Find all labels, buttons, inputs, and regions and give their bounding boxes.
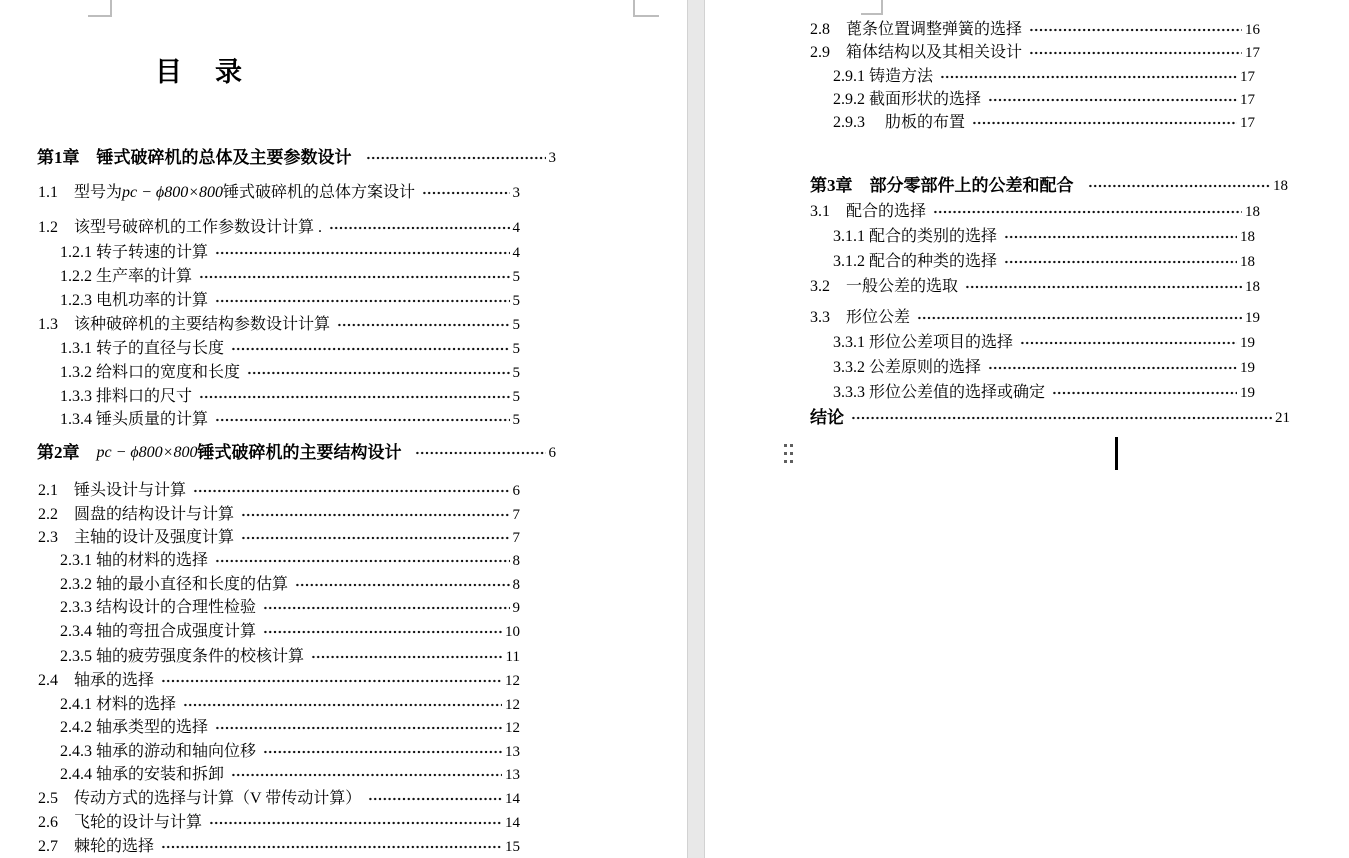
toc-row[interactable] <box>60 765 520 785</box>
toc-row[interactable] <box>38 315 520 335</box>
toc-page-number: 4 <box>512 245 520 261</box>
toc-row[interactable] <box>833 113 1255 133</box>
toc-page-number: 21 <box>1275 410 1290 426</box>
toc-label: 1.3.3 排料口的尺寸 <box>60 388 193 405</box>
toc-page-number: 17 <box>1245 45 1260 61</box>
dot-leader <box>247 363 509 383</box>
toc-page-number: 19 <box>1240 385 1255 401</box>
toc-page-number: 17 <box>1240 92 1255 108</box>
toc-label-math: pc − ϕ800×800 <box>96 444 198 461</box>
toc-row[interactable] <box>60 622 520 642</box>
toc-label-math: pc − ϕ800×800 <box>122 184 223 201</box>
toc-page-number: 9 <box>512 600 520 616</box>
toc-label: 2.8 蓖条位置调整弹簧的选择 <box>810 21 1023 38</box>
dot-leader <box>311 647 503 667</box>
toc-label: 2.7 棘轮的选择 <box>38 838 155 855</box>
toc-page-number: 17 <box>1240 115 1255 131</box>
toc-row[interactable] <box>60 742 520 762</box>
dot-leader <box>988 358 1237 378</box>
toc-page-number: 6 <box>548 445 556 461</box>
toc-row[interactable] <box>60 695 520 715</box>
toc-page-number: 18 <box>1273 178 1288 194</box>
toc-label: 2.1 锤头设计与计算 <box>38 482 187 499</box>
dot-leader <box>209 813 502 833</box>
toc-page-number: 13 <box>505 744 520 760</box>
toc-row[interactable] <box>38 481 520 501</box>
dot-leader <box>972 113 1237 133</box>
dot-leader <box>241 505 509 525</box>
toc-label: 第3章 部分零部件上的公差和配合 <box>810 176 1074 195</box>
toc-row[interactable] <box>60 718 520 738</box>
toc-page-number: 8 <box>512 577 520 593</box>
toc-label: 2.3.3 结构设计的合理性检验 <box>60 599 257 616</box>
toc-label: 1.3 该种破碎机的主要结构参数设计计算 <box>38 316 331 333</box>
dot-leader <box>199 267 509 287</box>
dot-leader <box>940 67 1237 87</box>
toc-page-number: 12 <box>505 720 520 736</box>
toc-label: 2.3 主轴的设计及强度计算 <box>38 529 235 546</box>
toc-label: 1.3.4 锤头质量的计算 <box>60 411 209 428</box>
toc-page-number: 16 <box>1245 22 1260 38</box>
toc-label: 3.2 一般公差的选取 <box>810 278 959 295</box>
dot-leader <box>241 528 509 548</box>
toc-row[interactable] <box>38 528 520 548</box>
toc-label: 第2章 <box>37 443 97 462</box>
toc-row[interactable] <box>38 505 520 525</box>
dot-leader <box>231 765 502 785</box>
toc-label: 第1章 锤式破碎机的总体及主要参数设计 <box>37 148 352 167</box>
toc-row[interactable] <box>60 387 520 407</box>
toc-label: 3.1.2 配合的种类的选择 <box>833 253 998 270</box>
toc-page-number: 15 <box>505 839 520 855</box>
toc-page-number: 5 <box>512 365 520 381</box>
toc-page-number: 7 <box>512 507 520 523</box>
toc-row[interactable] <box>810 408 1290 428</box>
toc-row[interactable] <box>833 333 1255 353</box>
toc-label: 2.5 传动方式的选择与计算（V 带传动计算） <box>38 790 362 807</box>
toc-row[interactable] <box>60 363 520 383</box>
dot-leader <box>422 183 509 203</box>
toc-row[interactable] <box>810 308 1260 328</box>
toc-page-number: 5 <box>512 293 520 309</box>
toc-label: 2.4 轴承的选择 <box>38 672 155 689</box>
toc-label: 1.1 型号为 <box>38 184 123 201</box>
dot-leader <box>366 148 546 168</box>
toc-label: 1.3.1 转子的直径与长度 <box>60 340 225 357</box>
toc-row[interactable] <box>37 148 556 168</box>
toc-row[interactable] <box>60 291 520 311</box>
toc-label: 2.3.5 轴的疲劳强度条件的校核计算 <box>60 648 305 665</box>
toc-label: 3.3.2 公差原则的选择 <box>833 359 982 376</box>
toc-page-number: 5 <box>512 341 520 357</box>
toc-page-number: 18 <box>1240 229 1255 245</box>
toc-page-number: 19 <box>1240 335 1255 351</box>
toc-label: 2.4.1 材料的选择 <box>60 696 177 713</box>
toc-page-number: 12 <box>505 673 520 689</box>
toc-page-number: 6 <box>512 483 520 499</box>
toc-row[interactable] <box>60 339 520 359</box>
toc-page-number: 5 <box>512 412 520 428</box>
toc-row[interactable] <box>810 202 1260 222</box>
toc-row[interactable] <box>60 410 520 430</box>
toc-row[interactable] <box>60 647 520 667</box>
toc-page-number: 14 <box>505 791 520 807</box>
dot-leader <box>1088 176 1271 196</box>
toc-label: 2.9.1 铸造方法 <box>833 68 934 85</box>
dot-leader <box>329 218 509 238</box>
dot-leader <box>161 671 502 691</box>
toc-label: 1.3.2 给料口的宽度和长度 <box>60 364 241 381</box>
dot-leader <box>263 598 509 618</box>
dot-leader <box>199 387 509 407</box>
dot-leader <box>1004 252 1237 272</box>
dot-leader <box>337 315 509 335</box>
toc-page-number: 17 <box>1240 69 1255 85</box>
toc-label: 锤式破碎机的主要结构设计 <box>197 443 402 462</box>
toc-row[interactable] <box>60 267 520 287</box>
toc-label: 3.1.1 配合的类别的选择 <box>833 228 998 245</box>
toc-label: 2.3.1 轴的材料的选择 <box>60 552 209 569</box>
toc-label: 1.2.2 生产率的计算 <box>60 268 193 285</box>
dot-leader <box>988 90 1237 110</box>
dot-leader <box>215 243 509 263</box>
toc-row[interactable] <box>60 551 520 571</box>
dot-leader <box>965 277 1242 297</box>
dot-leader <box>263 622 502 642</box>
toc-label: 2.6 飞轮的设计与计算 <box>38 814 203 831</box>
dot-leader <box>295 575 509 595</box>
toc-label: 2.3.4 轴的弯扭合成强度计算 <box>60 623 257 640</box>
toc-row[interactable] <box>60 243 520 263</box>
toc-row[interactable] <box>38 837 520 857</box>
toc-row[interactable] <box>810 277 1260 297</box>
toc-page-number: 18 <box>1245 279 1260 295</box>
toc-label: 1.2.1 转子转速的计算 <box>60 244 209 261</box>
toc-row[interactable] <box>833 252 1255 272</box>
toc-label: 3.3.3 形位公差值的选择或确定 <box>833 384 1046 401</box>
toc-title[interactable]: 目 录 <box>155 57 245 87</box>
dot-leader <box>193 481 509 501</box>
dot-leader <box>1029 43 1242 63</box>
toc-page-number: 18 <box>1240 254 1255 270</box>
page-gutter <box>687 0 705 858</box>
toc-label: 结论 <box>810 408 844 427</box>
dot-leader <box>1004 227 1237 247</box>
toc-row[interactable] <box>833 227 1255 247</box>
dot-leader <box>263 742 502 762</box>
text-boundary-mark <box>633 0 635 16</box>
toc-row[interactable] <box>810 176 1288 196</box>
dot-leader <box>215 551 509 571</box>
toc-row[interactable] <box>810 20 1260 40</box>
toc-page-number: 5 <box>512 317 520 333</box>
toc-page-number: 4 <box>512 220 520 236</box>
toc-row[interactable] <box>37 443 556 463</box>
text-cursor <box>1115 437 1118 470</box>
dot-leader <box>215 718 502 738</box>
toc-label: 3.3.1 形位公差项目的选择 <box>833 334 1014 351</box>
dot-leader <box>1052 383 1237 403</box>
document-page-right[interactable] <box>705 0 1349 858</box>
toc-label: 2.2 圆盘的结构设计与计算 <box>38 506 235 523</box>
toc-label: 3.1 配合的选择 <box>810 203 927 220</box>
dot-leader <box>215 291 509 311</box>
dot-leader <box>917 308 1242 328</box>
six-dots-mark <box>784 444 793 463</box>
toc-row[interactable] <box>38 789 520 809</box>
toc-label: 2.4.2 轴承类型的选择 <box>60 719 209 736</box>
toc-page-number: 19 <box>1245 310 1260 326</box>
toc-label: 2.9.3 肋板的布置 <box>833 114 966 131</box>
dot-leader <box>1020 333 1237 353</box>
toc-label: 2.3.2 轴的最小直径和长度的估算 <box>60 576 289 593</box>
toc-label: 2.4.4 轴承的安装和拆卸 <box>60 766 225 783</box>
toc-row[interactable] <box>833 358 1255 378</box>
dot-leader <box>1029 20 1242 40</box>
toc-row[interactable] <box>38 671 520 691</box>
toc-page-number: 10 <box>505 624 520 640</box>
toc-page-number: 3 <box>512 185 520 201</box>
text-boundary-mark <box>88 15 112 17</box>
toc-row[interactable] <box>60 598 520 618</box>
toc-page-number: 7 <box>512 530 520 546</box>
toc-row[interactable] <box>833 90 1255 110</box>
toc-row[interactable] <box>810 43 1260 63</box>
dot-leader <box>368 789 502 809</box>
text-boundary-mark <box>110 0 112 16</box>
toc-row[interactable] <box>38 183 520 203</box>
toc-row[interactable] <box>38 218 520 238</box>
toc-label: 1.2.3 电机功率的计算 <box>60 292 209 309</box>
toc-row[interactable] <box>833 383 1255 403</box>
dot-leader <box>415 443 545 463</box>
text-boundary-mark <box>861 13 883 15</box>
dot-leader <box>851 408 1272 428</box>
toc-page-number: 12 <box>505 697 520 713</box>
dot-leader <box>231 339 509 359</box>
toc-page-number: 14 <box>505 815 520 831</box>
toc-page-number: 5 <box>512 269 520 285</box>
toc-label: 2.9 箱体结构以及其相关设计 <box>810 44 1023 61</box>
toc-page-number: 13 <box>505 767 520 783</box>
toc-row[interactable] <box>833 67 1255 87</box>
toc-page-number: 18 <box>1245 204 1260 220</box>
text-boundary-mark <box>633 15 659 17</box>
toc-label: 2.4.3 轴承的游动和轴向位移 <box>60 743 257 760</box>
toc-label: 锤式破碎机的总体方案设计 <box>223 184 416 201</box>
toc-page-number: 8 <box>512 553 520 569</box>
toc-row[interactable] <box>38 813 520 833</box>
text-boundary-mark <box>881 0 883 14</box>
toc-label: 2.9.2 截面形状的选择 <box>833 91 982 108</box>
toc-page-number: 19 <box>1240 360 1255 376</box>
toc-page-number: 5 <box>512 389 520 405</box>
dot-leader <box>933 202 1242 222</box>
dot-leader <box>215 410 509 430</box>
toc-label: 1.2 该型号破碎机的工作参数设计计算 . <box>38 219 323 236</box>
toc-label: 3.3 形位公差 <box>810 309 911 326</box>
toc-page-number: 3 <box>548 150 556 166</box>
dot-leader <box>183 695 502 715</box>
toc-page-number: 11 <box>505 649 520 665</box>
toc-row[interactable] <box>60 575 520 595</box>
dot-leader <box>161 837 502 857</box>
